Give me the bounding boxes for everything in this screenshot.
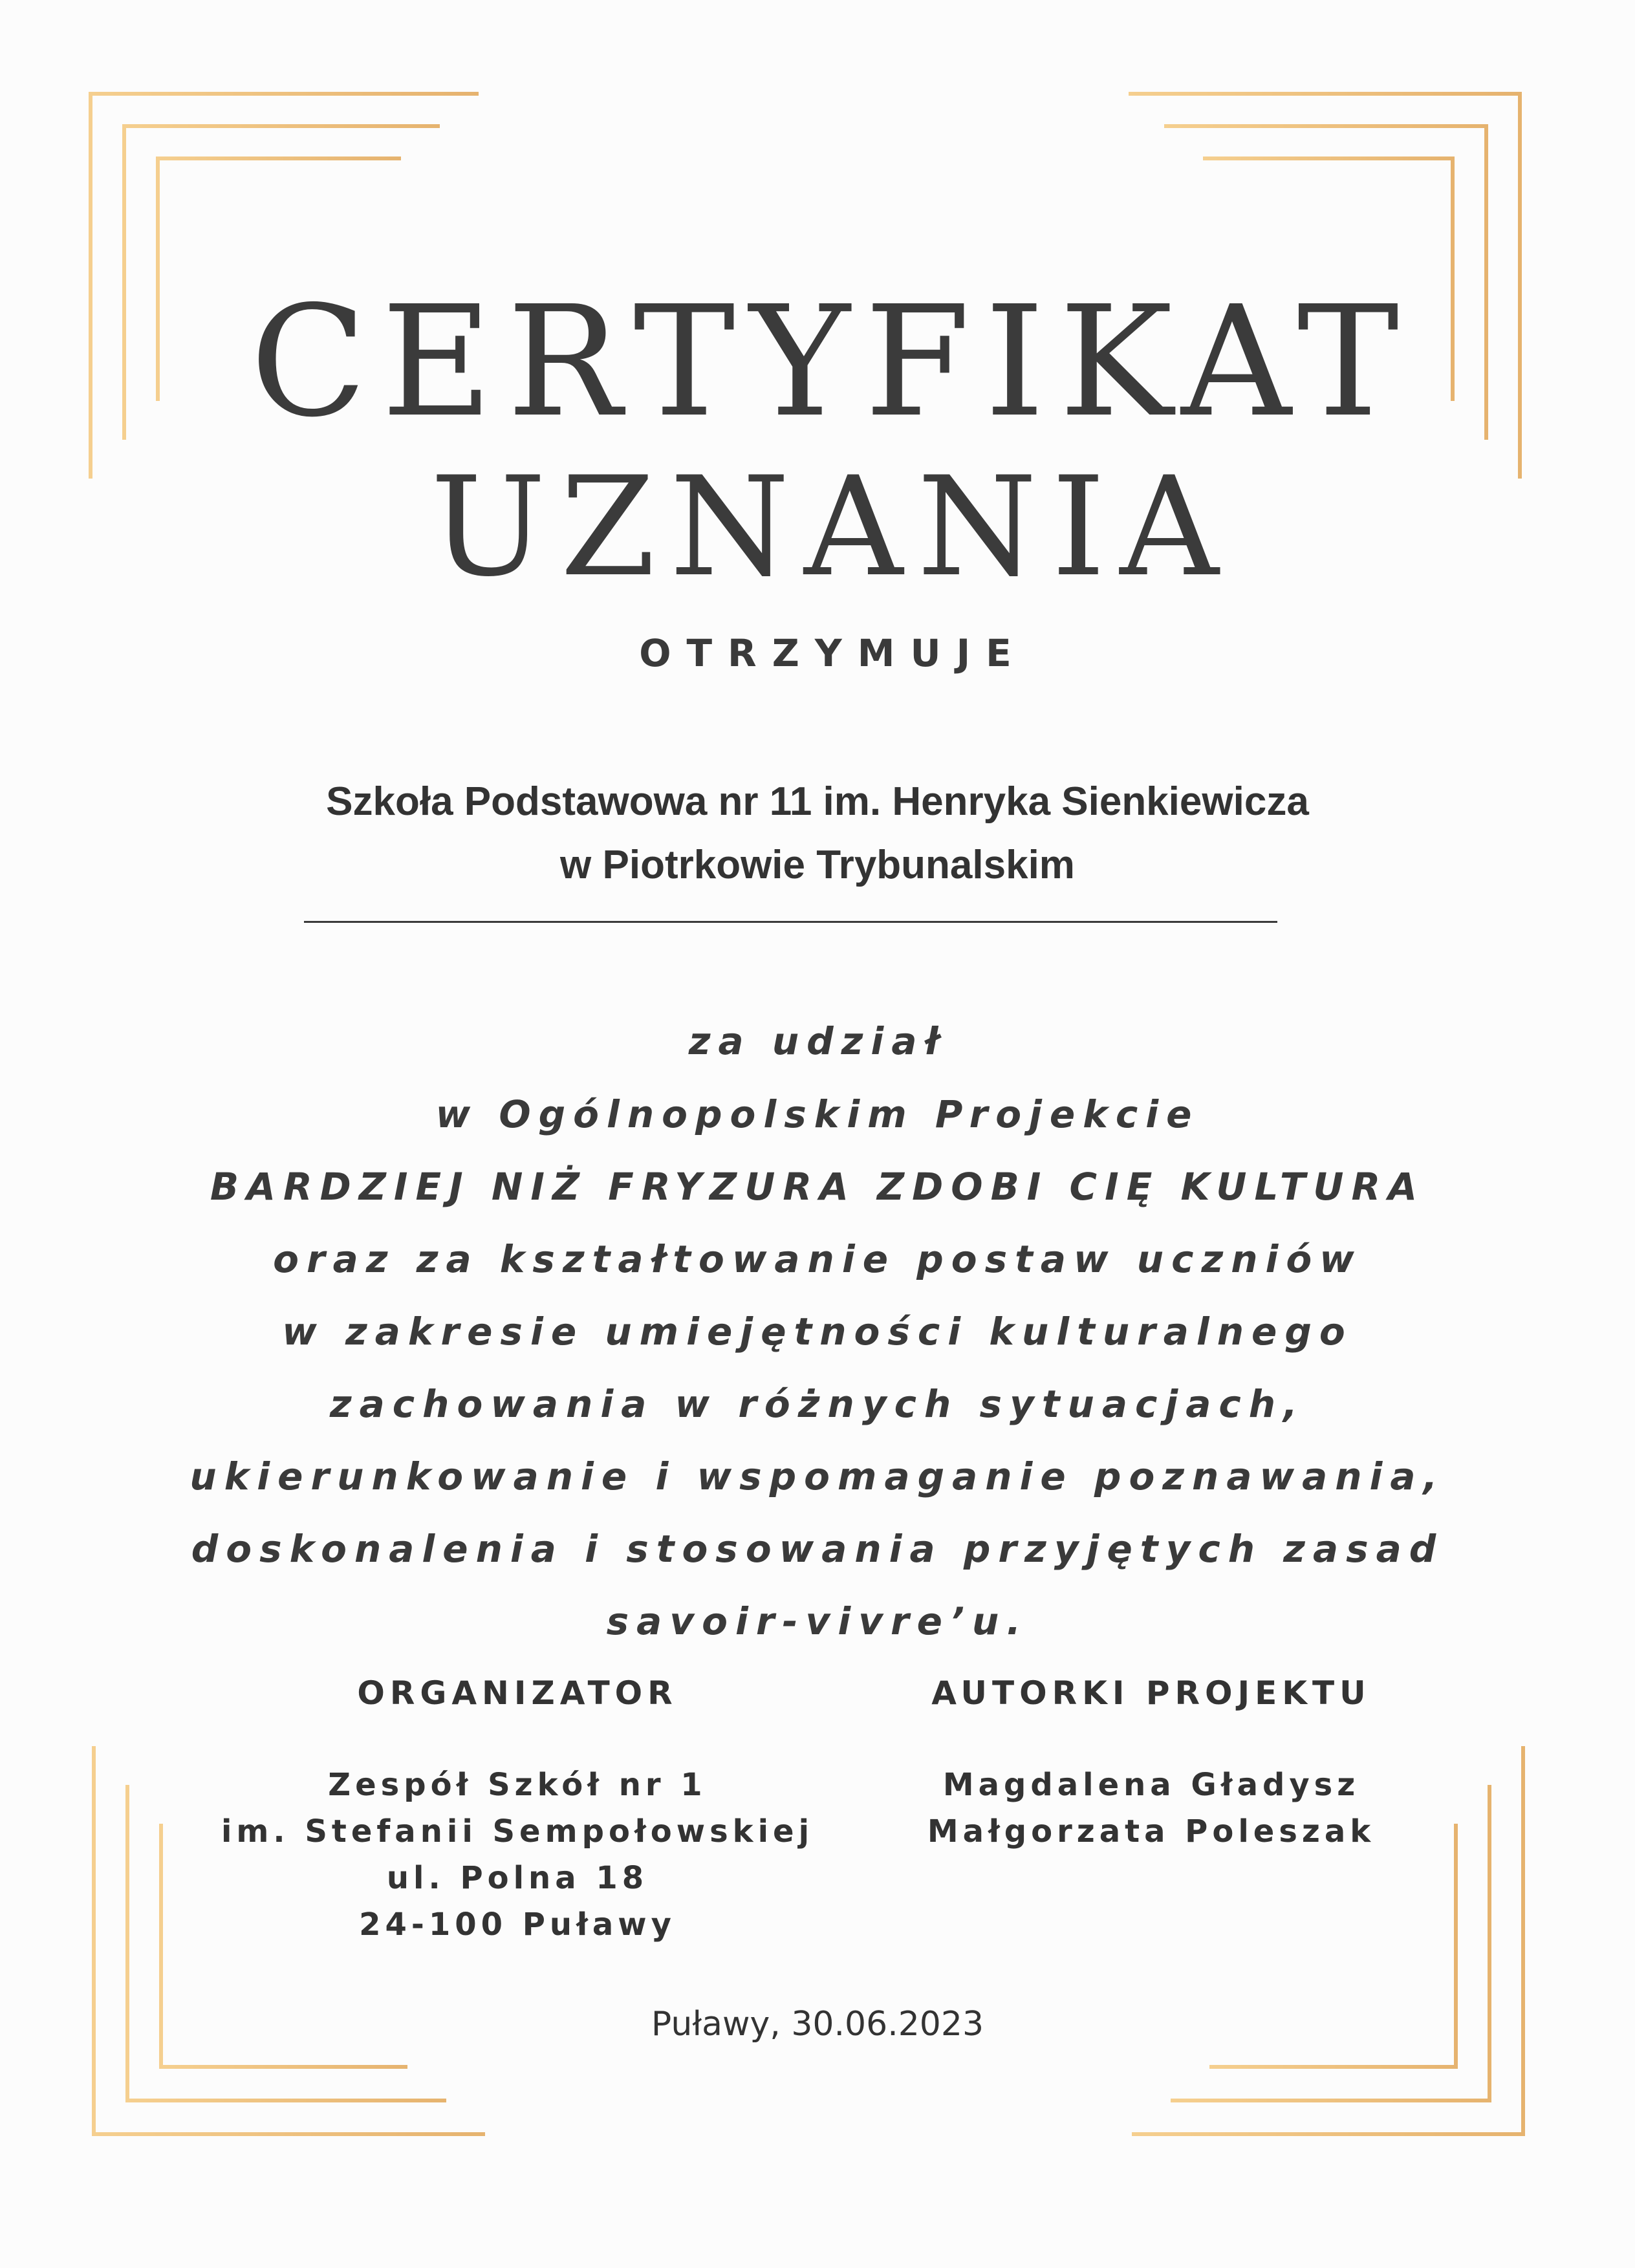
author-name: Magdalena Gładysz	[942, 1767, 1360, 1803]
organizer-line: Zespół Szkół nr 1	[328, 1767, 707, 1803]
author-name: Małgorzata Poleszak	[927, 1813, 1376, 1850]
place-and-date: Puławy, 30.06.2023	[651, 2005, 984, 2044]
recipient-underline	[304, 921, 1277, 923]
receives-label: OTRZYMUJE	[639, 631, 1027, 675]
certificate-title-line2: UZNANIA	[430, 447, 1233, 607]
organizer-line: 24-100 Puławy	[359, 1906, 676, 1943]
body-line: oraz za kształtowanie postaw uczniów	[273, 1237, 1362, 1281]
organizer-line: im. Stefanii Sempołowskiej	[221, 1813, 814, 1850]
body-line: za udział	[688, 1019, 947, 1063]
body-line: w Ogólnopolskim Projekcie	[435, 1092, 1200, 1136]
recipient-name-line2: w Piotrkowie Trybunalskim	[560, 843, 1075, 887]
organizer-heading: ORGANIZATOR	[357, 1674, 678, 1712]
body-line: w zakresie umiejętności kulturalnego	[282, 1310, 1353, 1354]
body-line: doskonalenia i stosowania przyjętych zasad	[191, 1527, 1444, 1571]
authors-heading: AUTORKI PROJEKTU	[931, 1674, 1371, 1712]
body-line: zachowania w różnych sytuacjach,	[329, 1382, 1306, 1426]
project-name: BARDZIEJ NIŻ FRYZURA ZDOBI CIĘ KULTURA	[210, 1165, 1425, 1209]
body-line: ukierunkowanie i wspomaganie poznawania,	[189, 1454, 1446, 1498]
recipient-name-line1: Szkoła Podstawowa nr 11 im. Henryka Sienkiewicza	[326, 779, 1309, 824]
body-line: savoir-vivre’u.	[606, 1599, 1029, 1643]
organizer-line: ul. Polna 18	[386, 1860, 649, 1896]
certificate-title-line1: CERTYFIKAT	[250, 273, 1414, 451]
